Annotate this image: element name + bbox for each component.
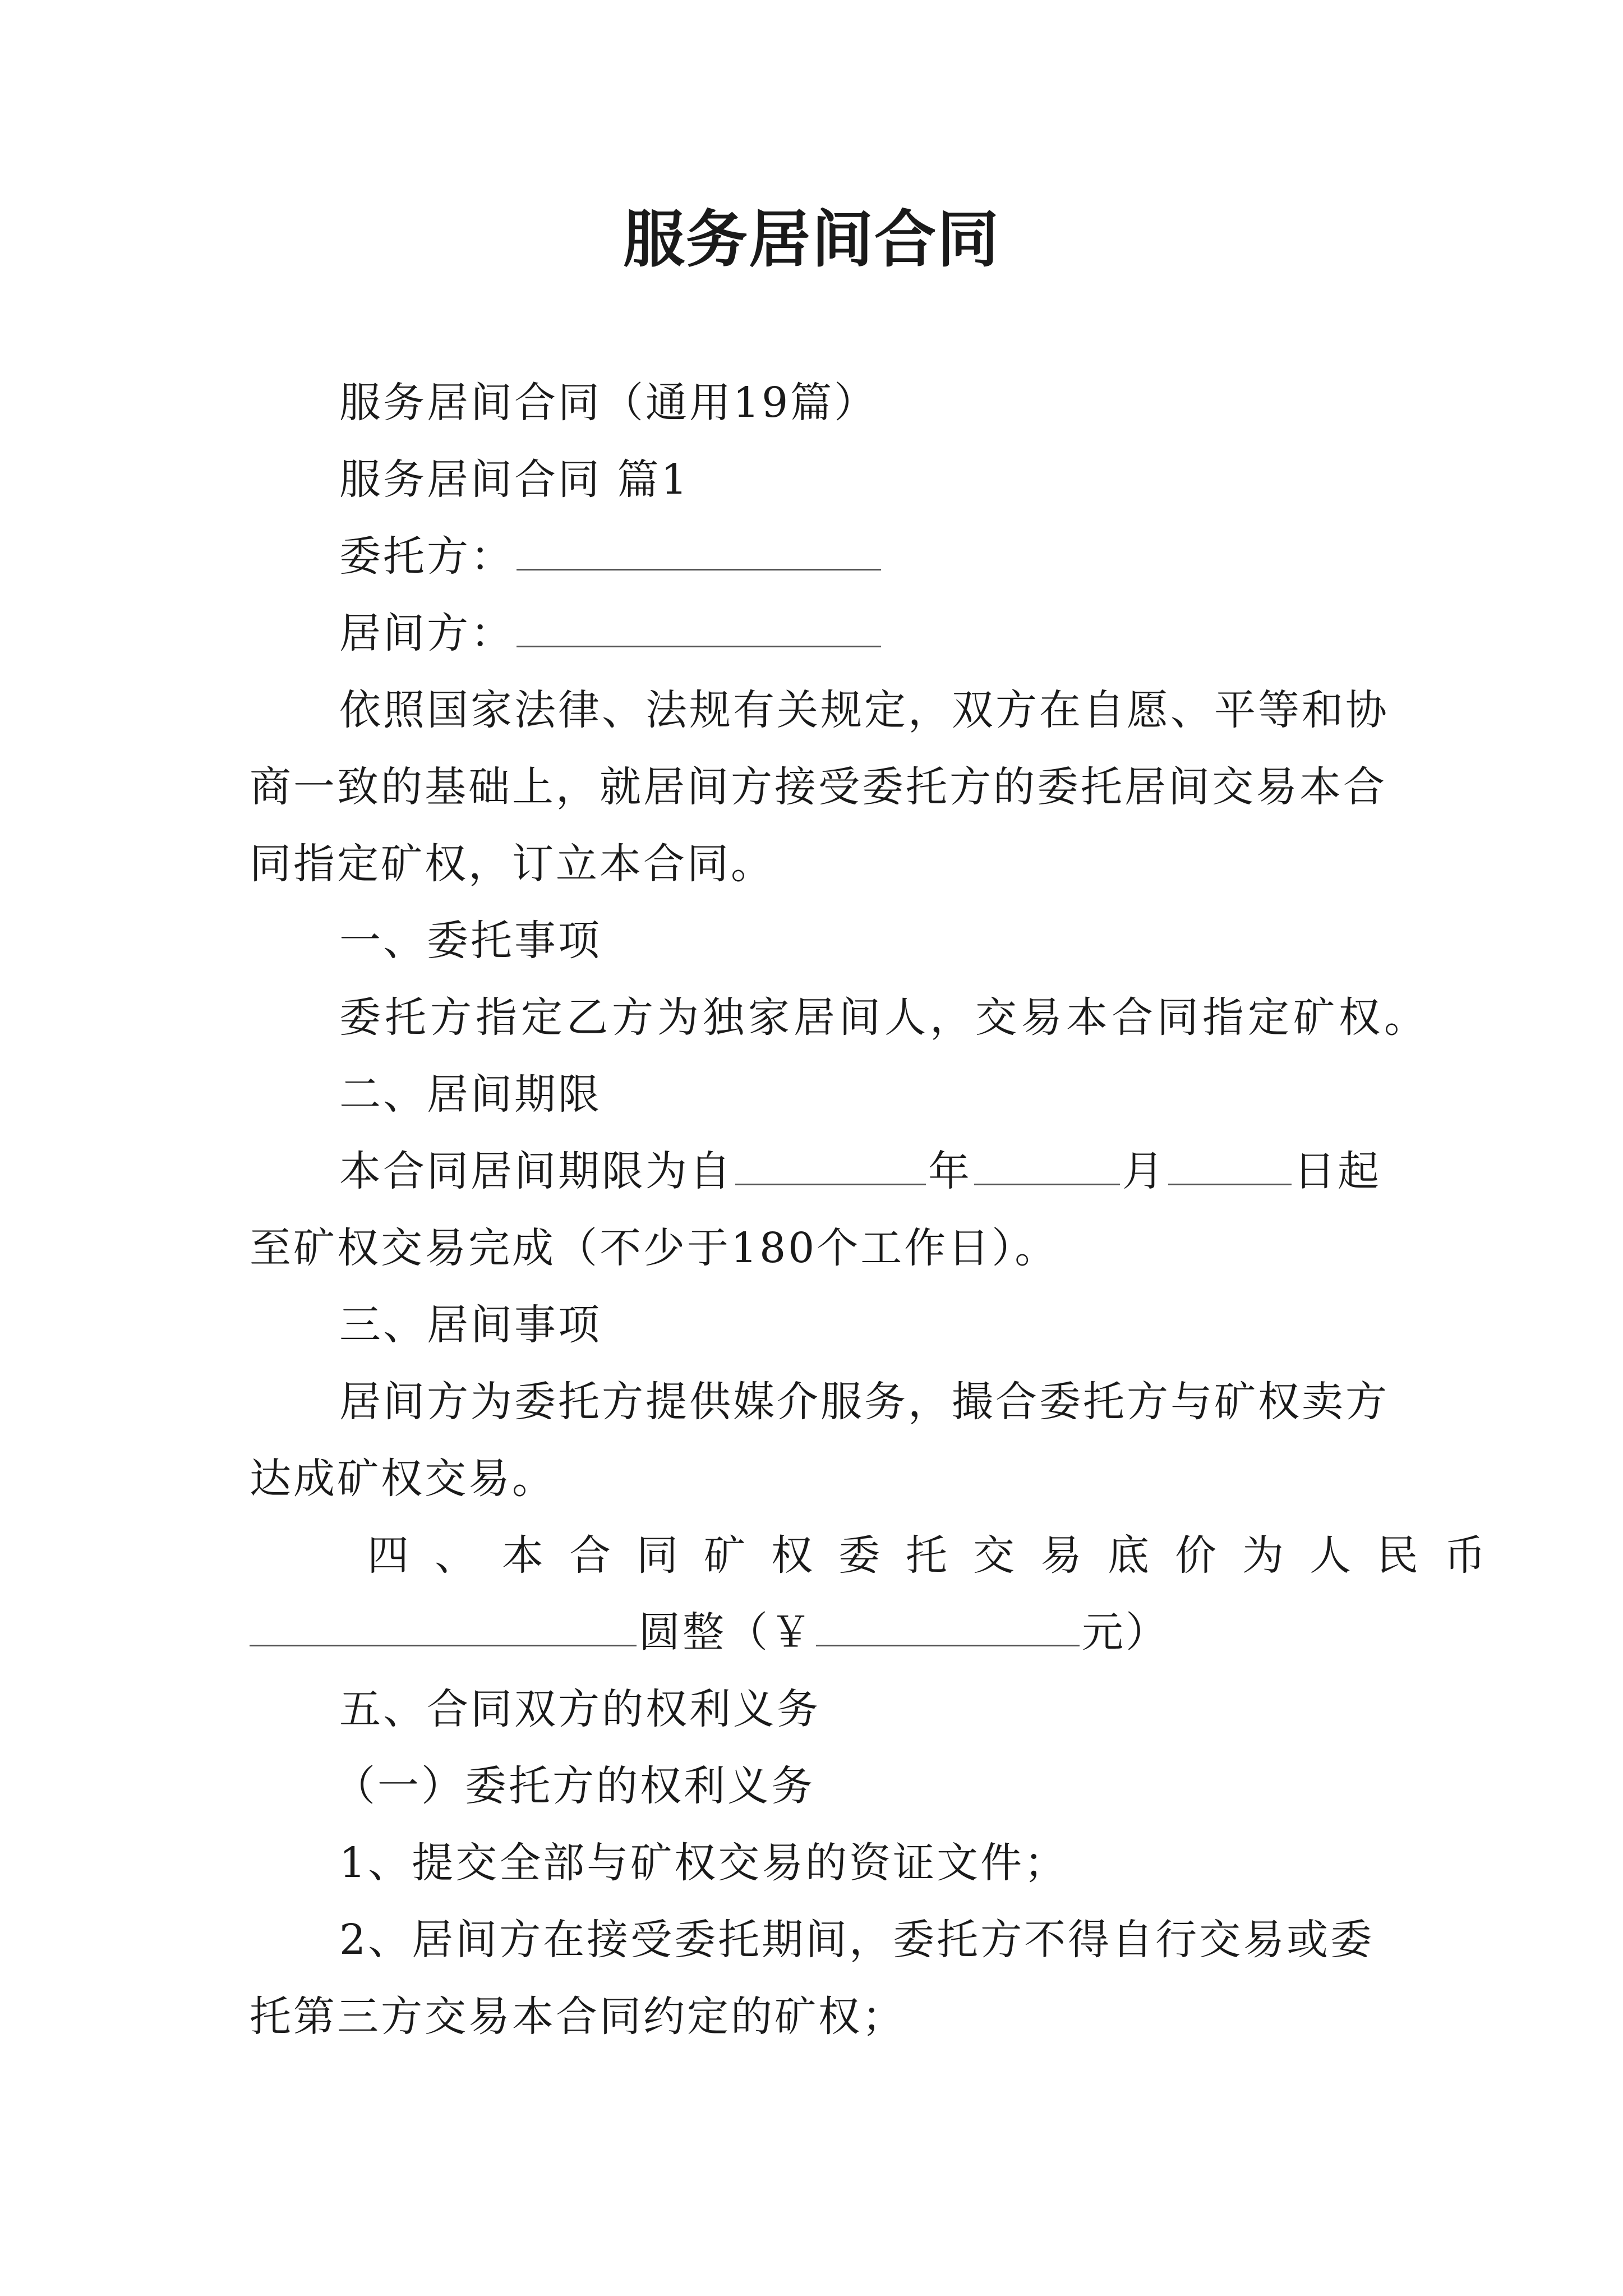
price-zheng-label: 圆整（￥ [639,1608,814,1657]
price-words-blank[interactable] [250,1612,637,1646]
heading-5: 五、合同双方的权利义务 [339,1685,820,1733]
client-blank[interactable] [517,536,881,570]
paragraph-3-line-2: 达成矿权交易。 [250,1455,556,1503]
broker-line [250,595,1388,672]
price-yuan-label: 元） [1082,1608,1169,1657]
item-1: 1、提交全部与矿权交易的资证文件； [339,1839,1068,1887]
period-line [250,1133,1388,1210]
broker-blank[interactable] [517,613,881,647]
client-label: 委托方： [339,532,514,581]
period-line-2: 至矿权交易完成（不少于180个工作日）。 [250,1224,1059,1272]
broker-label: 居间方： [339,609,514,657]
section-title: 服务居间合同 篇1 [339,455,690,504]
day-label: 日起 [1294,1147,1381,1195]
document-title: 服务居间合同 [623,204,1000,275]
intro-line-1: 依照国家法律、法规有关规定，双方在自愿、平等和协 [339,686,1389,734]
price-number-blank[interactable] [816,1612,1080,1646]
heading-1: 一、委托事项 [339,917,602,965]
year-label: 年 [928,1147,972,1195]
year-blank[interactable] [735,1151,926,1185]
intro-line-2: 商一致的基础上，就居间方接受委托方的委托居间交易本合 [250,763,1387,811]
heading-2: 二、居间期限 [339,1070,602,1119]
heading-5-1: （一）委托方的权利义务 [334,1762,815,1810]
document-body [250,365,1511,2055]
price-line-1: 四、本合同矿权委托交易底价为人民币 [367,1531,1511,1580]
price-line-2 [250,1594,1388,1671]
intro-line-3: 同指定矿权，订立本合同。 [250,840,774,888]
day-blank[interactable] [1168,1151,1292,1185]
paragraph-3-line-1: 居间方为委托方提供媒介服务，撮合委托方与矿权卖方 [339,1378,1389,1426]
month-blank[interactable] [974,1151,1120,1185]
month-label: 月 [1122,1147,1166,1195]
subtitle: 服务居间合同（通用19篇） [339,379,878,427]
period-label: 本合同居间期限为自 [339,1147,733,1195]
client-line [250,518,1388,595]
item-2-line-2: 托第三方交易本合同约定的矿权； [250,1993,906,2041]
item-2-line-1: 2、居间方在接受委托期间，委托方不得自行交易或委 [339,1916,1375,1964]
paragraph-1: 委托方指定乙方为独家居间人，交易本合同指定矿权。 [339,993,1430,1042]
heading-3: 三、居间事项 [339,1301,602,1349]
